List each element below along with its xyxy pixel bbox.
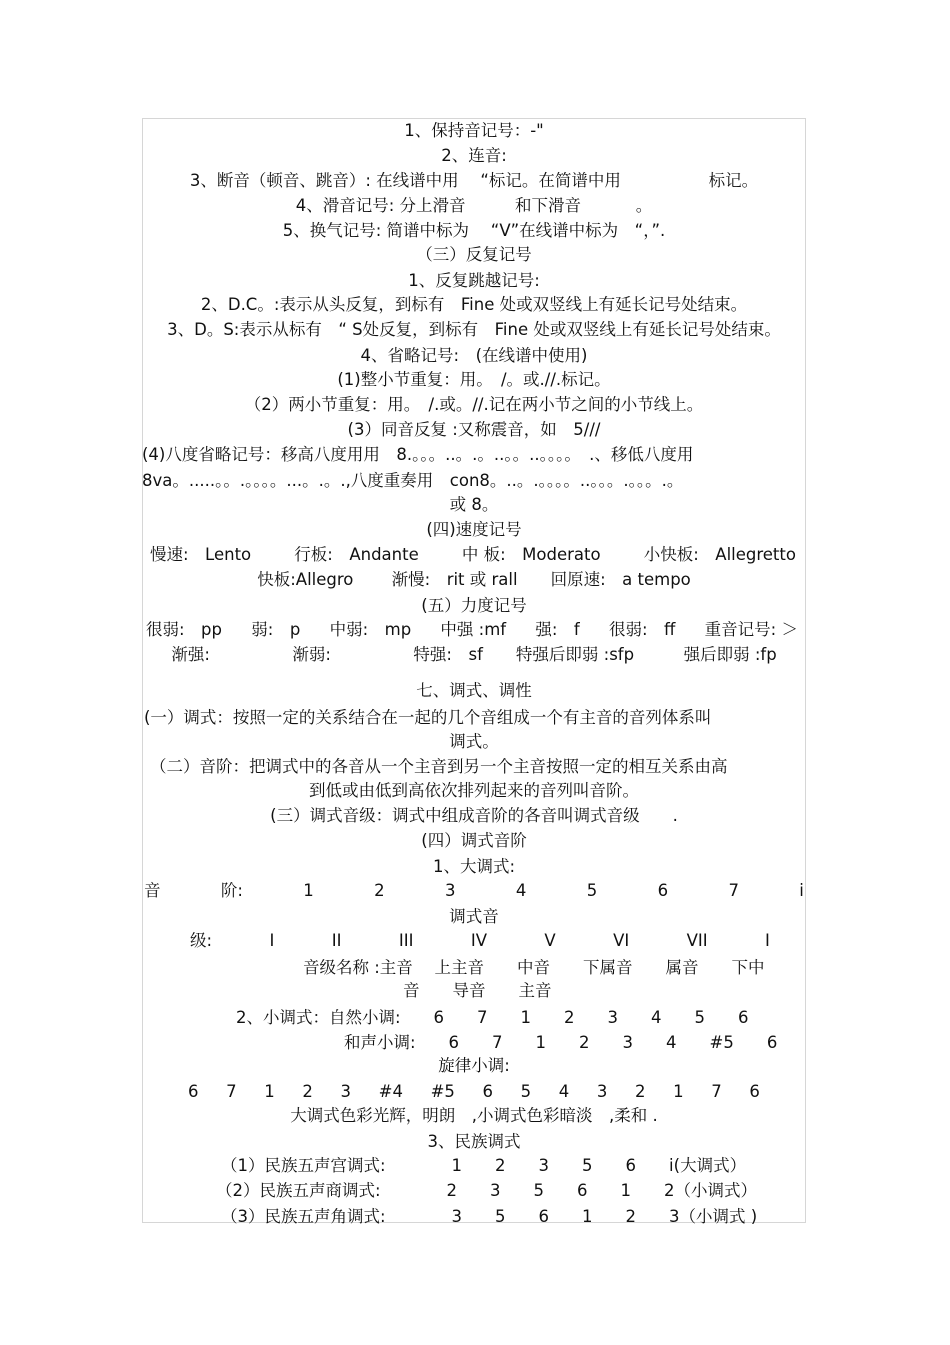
degree-numeral: II xyxy=(331,931,342,950)
melodic-note: #5 xyxy=(430,1082,455,1101)
tempo-andante: 行板: Andante xyxy=(294,545,419,564)
melodic-note: 6 xyxy=(749,1082,760,1101)
bar-repeat-line: (1)整小节重复：用。 /。或.//.标记。 xyxy=(337,370,611,389)
scale-definition-cont: 到低或由低到高依次排列起来的音列叫音阶。 xyxy=(309,781,639,800)
breath-mark-line: 5、换气记号: 简谱中标为 “V”在线谱中标为 “，”. xyxy=(282,221,666,240)
melodic-note: 2 xyxy=(635,1082,646,1101)
scale-label-2: 阶: xyxy=(220,881,243,900)
repeat-jump-line: 1、反复跳越记号: xyxy=(408,271,540,290)
harmonic-minor-row: 和声小调: 6 7 1 2 3 4 #5 6 xyxy=(344,1033,778,1052)
degree-numeral: I xyxy=(765,931,770,950)
melodic-note: 1 xyxy=(673,1082,684,1101)
melodic-note: 5 xyxy=(520,1082,532,1101)
melodic-note: 1 xyxy=(264,1082,275,1101)
octave-sign-line: (4)八度省略记号：移高八度用用 8.。。。..。.。..。。..。。。。 .、移低八度用 xyxy=(142,445,694,464)
dc-line: 2、D.C。:表示从头反复，到标有 Fine 处或双竖线上有延长记号处结束。 xyxy=(200,295,748,314)
melodic-note: 4 xyxy=(558,1082,570,1101)
major-heading: 1、大调式: xyxy=(432,857,516,876)
dyn-ff: 很弱: ff xyxy=(608,620,676,639)
scale-note: 6 xyxy=(657,881,669,900)
melodic-note: 7 xyxy=(226,1082,237,1101)
tempo-row-2: 快板:Allegro 渐慢: rit 或 rall 回原速: a tempo xyxy=(257,570,691,589)
melodic-note: 6 xyxy=(188,1082,199,1101)
chapter-mode-heading: 七、调式、调性 xyxy=(416,681,532,700)
national-modes-heading: 3、民族调式 xyxy=(427,1132,521,1151)
legato-line: 2、连音: xyxy=(441,146,507,165)
dyn-mp: 中弱: mp xyxy=(329,620,412,639)
tempo-allegretto: 小快板: Allegretto xyxy=(643,545,796,564)
glissando-line: 4、滑音记号: 分上滑音 和下滑音 。 xyxy=(295,196,653,215)
dyn-pp: 很弱: pp xyxy=(146,620,223,639)
gong-mode-row: （1）民族五声宫调式: 1 2 3 5 6 i(大调式） xyxy=(221,1156,747,1175)
mode-scale-heading: (四）调式音阶 xyxy=(421,831,527,850)
mode-color-note: 大调式色彩光辉，明朗 ,小调式色彩暗淡 ,柔和 . xyxy=(290,1106,658,1125)
melodic-note: 3 xyxy=(596,1082,608,1101)
tempo-moderato: 中 板: Moderato xyxy=(461,545,601,564)
octave-sign-tail: 或 8。 xyxy=(449,495,499,514)
abbreviation-heading-line: 4、省略记号: (在线谱中使用) xyxy=(360,346,588,365)
shang-mode-row: （2）民族五声商调式: 2 3 5 6 1 2（小调式） xyxy=(216,1181,758,1200)
degree-numeral: V xyxy=(544,931,556,950)
dynamics-row-1 xyxy=(146,618,798,642)
scale-note: 1 xyxy=(303,881,314,900)
scale-note: 7 xyxy=(728,881,739,900)
dyn-f: 强: f xyxy=(535,620,580,639)
melodic-minor-label: 旋律小调: xyxy=(438,1056,510,1075)
melodic-note: 7 xyxy=(711,1082,722,1101)
tempo-lento: 慢速: Lento xyxy=(150,545,252,564)
scale-note: 2 xyxy=(374,881,385,900)
melodic-note: #4 xyxy=(378,1082,403,1101)
scale-degree-definition: (三）调式音级：调式中组成音阶的各音叫调式音级 . xyxy=(270,806,678,825)
dyn-accent: 重音记号: ＞ xyxy=(704,620,798,639)
section-tempo-heading: (四)速度记号 xyxy=(426,520,522,539)
jue-mode-row: （3）民族五声角调式: 3 5 6 1 2 3（小调式 ) xyxy=(221,1207,758,1226)
degree-label-tail: 级: xyxy=(190,931,213,950)
two-bar-repeat-line: （2）两小节重复：用。 /.或。//.记在两小节之间的小节线上。 xyxy=(244,395,704,414)
section-dynamics-heading: (五）力度记号 xyxy=(421,596,527,615)
degree-numeral: VII xyxy=(686,931,708,950)
degree-numeral: IV xyxy=(470,931,487,950)
degree-row xyxy=(190,929,770,953)
dyn-p: 弱: p xyxy=(251,620,301,639)
degree-numeral: III xyxy=(398,931,414,950)
melodic-minor-row xyxy=(188,1080,760,1104)
section-repeat-heading: （三）反复记号 xyxy=(416,245,532,264)
scale-note: i xyxy=(799,881,804,900)
mode-definition-cont: 调式。 xyxy=(449,732,499,751)
melodic-note: 2 xyxy=(302,1082,313,1101)
dynamics-row-2: 渐强: 渐弱: 特强: sf 特强后即弱 :sfp 强后即弱 :fp xyxy=(171,645,777,664)
tremolo-line: (3）同音反复 :又称震音，如 5/// xyxy=(347,420,601,439)
scale-definition: （二）音阶：把调式中的各音从一个主音到另一个主音按照一定的相互关系由高 xyxy=(150,757,728,776)
tenuto-sign-line: 1、保持音记号：-" xyxy=(404,121,544,140)
tempo-row-1 xyxy=(150,543,796,567)
degree-names: 音级名称 :主音 上主音 中音 下属音 属音 下中 xyxy=(303,958,765,977)
mode-definition: (一）调式：按照一定的关系结合在一起的几个音组成一个有主音的音列体系叫 xyxy=(144,708,712,727)
degree-label: 调式音 xyxy=(449,907,499,926)
major-scale-row xyxy=(144,879,804,903)
ds-line: 3、D。S:表示从标有 “ S处反复，到标有 Fine 处或双竖线上有延长记号处结束。 xyxy=(167,320,781,339)
scale-note: 5 xyxy=(586,881,598,900)
degree-numeral: I xyxy=(269,931,275,950)
octave-sign-line-cont: 8va。.....。。.。。。。...。.。.,八度重奏用 con8。..。.。。。。..。。。.。。。.。 xyxy=(142,471,684,490)
degree-names-cont: 音 导音 主音 xyxy=(403,981,552,1000)
melodic-note: 3 xyxy=(340,1082,351,1101)
staccato-line: 3、断音（顿音、跳音）: 在线谱中用 “标记。在简谱中用 标记。 xyxy=(189,171,759,190)
scale-note: 3 xyxy=(445,881,456,900)
scale-note: 4 xyxy=(515,881,527,900)
dyn-mf: 中强 :mf xyxy=(440,620,507,639)
scale-label-1: 音 xyxy=(144,881,161,900)
natural-minor-row: 2、小调式：自然小调: 6 7 1 2 3 4 5 6 xyxy=(236,1008,749,1027)
melodic-note: 6 xyxy=(482,1082,494,1101)
degree-numeral: VI xyxy=(613,931,630,950)
